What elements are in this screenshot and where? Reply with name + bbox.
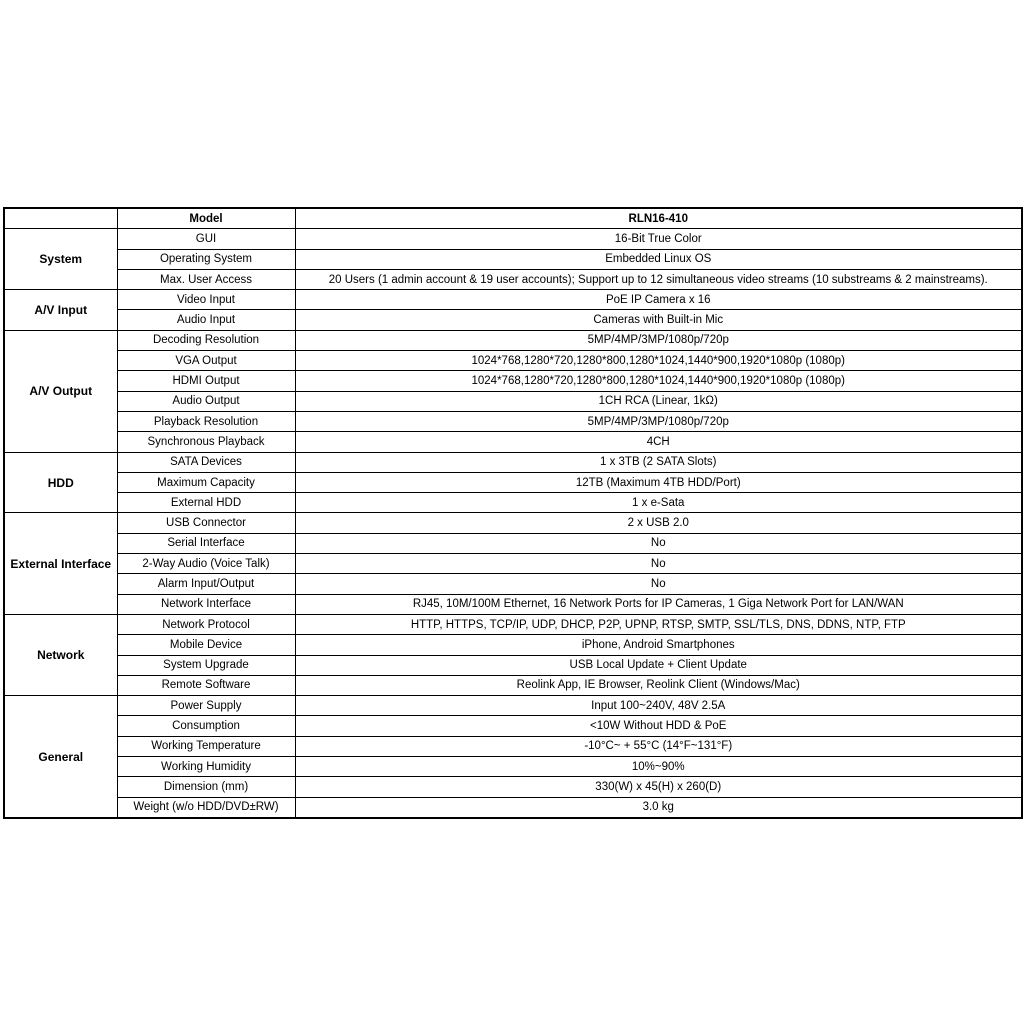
table-row xyxy=(4,371,1022,391)
group-name: General xyxy=(4,696,117,818)
table-row xyxy=(4,757,1022,777)
spec-label: USB Connector xyxy=(117,513,295,533)
spec-label: Working Humidity xyxy=(117,757,295,777)
table-row xyxy=(4,675,1022,695)
table-row xyxy=(4,432,1022,452)
spec-value: 2 x USB 2.0 xyxy=(295,513,1022,533)
spec-value: 4CH xyxy=(295,432,1022,452)
spec-label: Network Interface xyxy=(117,594,295,614)
spec-value: Cameras with Built-in Mic xyxy=(295,310,1022,330)
spec-label: Dimension (mm) xyxy=(117,777,295,797)
spec-value: Reolink App, IE Browser, Reolink Client (Windows/Mac) xyxy=(295,675,1022,695)
table-row xyxy=(4,533,1022,553)
table-row xyxy=(4,574,1022,594)
spec-label: 2-Way Audio (Voice Talk) xyxy=(117,554,295,574)
table-row xyxy=(4,554,1022,574)
table-row xyxy=(4,452,1022,472)
spec-value: No xyxy=(295,574,1022,594)
spec-label: Remote Software xyxy=(117,675,295,695)
spec-label: VGA Output xyxy=(117,351,295,371)
table-row xyxy=(4,310,1022,330)
group-name: Network xyxy=(4,614,117,695)
header-empty-cell xyxy=(4,208,117,229)
table-row xyxy=(4,351,1022,371)
spec-label: Synchronous Playback xyxy=(117,432,295,452)
table-row xyxy=(4,797,1022,818)
table-row xyxy=(4,330,1022,350)
group-name: System xyxy=(4,229,117,290)
spec-value: 5MP/4MP/3MP/1080p/720p xyxy=(295,411,1022,431)
model-value: RLN16-410 xyxy=(295,208,1022,229)
spec-label: Alarm Input/Output xyxy=(117,574,295,594)
group-name: External Interface xyxy=(4,513,117,614)
header-row xyxy=(4,208,1022,229)
table-row xyxy=(4,472,1022,492)
spec-value: 1CH RCA (Linear, 1kΩ) xyxy=(295,391,1022,411)
table-row xyxy=(4,594,1022,614)
table-row xyxy=(4,229,1022,249)
table-row xyxy=(4,411,1022,431)
spec-label: Mobile Device xyxy=(117,635,295,655)
spec-label: Video Input xyxy=(117,290,295,310)
spec-value: 330(W) x 45(H) x 260(D) xyxy=(295,777,1022,797)
spec-value: No xyxy=(295,533,1022,553)
spec-label: HDMI Output xyxy=(117,371,295,391)
table-row xyxy=(4,614,1022,634)
spec-value: 1 x e-Sata xyxy=(295,493,1022,513)
spec-value: 16-Bit True Color xyxy=(295,229,1022,249)
spec-value: HTTP, HTTPS, TCP/IP, UDP, DHCP, P2P, UPNP, RTSP, SMTP, SSL/TLS, DNS, DDNS, NTP, FTP xyxy=(295,614,1022,634)
spec-value: RJ45, 10M/100M Ethernet, 16 Network Ports for IP Cameras, 1 Giga Network Port for LAN/WAN xyxy=(295,594,1022,614)
spec-label: Weight (w/o HDD/DVD±RW) xyxy=(117,797,295,818)
spec-label: System Upgrade xyxy=(117,655,295,675)
spec-value: Embedded Linux OS xyxy=(295,249,1022,269)
model-label: Model xyxy=(117,208,295,229)
table-row xyxy=(4,696,1022,716)
spec-label: Working Temperature xyxy=(117,736,295,756)
spec-label: Consumption xyxy=(117,716,295,736)
spec-label: External HDD xyxy=(117,493,295,513)
spec-label: Power Supply xyxy=(117,696,295,716)
table-row xyxy=(4,736,1022,756)
spec-label: Maximum Capacity xyxy=(117,472,295,492)
spec-label: Network Protocol xyxy=(117,614,295,634)
table-row xyxy=(4,513,1022,533)
spec-table-body xyxy=(4,208,1022,818)
table-row xyxy=(4,269,1022,289)
spec-label: Audio Input xyxy=(117,310,295,330)
table-row xyxy=(4,635,1022,655)
spec-value: iPhone, Android Smartphones xyxy=(295,635,1022,655)
table-row xyxy=(4,777,1022,797)
spec-value: Input 100~240V, 48V 2.5A xyxy=(295,696,1022,716)
spec-value: <10W Without HDD & PoE xyxy=(295,716,1022,736)
table-row xyxy=(4,249,1022,269)
spec-label: Audio Output xyxy=(117,391,295,411)
spec-value: USB Local Update + Client Update xyxy=(295,655,1022,675)
spec-value: 5MP/4MP/3MP/1080p/720p xyxy=(295,330,1022,350)
group-name: HDD xyxy=(4,452,117,513)
spec-label: Serial Interface xyxy=(117,533,295,553)
table-row xyxy=(4,655,1022,675)
spec-label: Playback Resolution xyxy=(117,411,295,431)
spec-value: No xyxy=(295,554,1022,574)
spec-label: GUI xyxy=(117,229,295,249)
group-name: A/V Output xyxy=(4,330,117,452)
spec-value: 1 x 3TB (2 SATA Slots) xyxy=(295,452,1022,472)
table-row xyxy=(4,290,1022,310)
spec-value: 12TB (Maximum 4TB HDD/Port) xyxy=(295,472,1022,492)
spec-label: Operating System xyxy=(117,249,295,269)
spec-value: 1024*768,1280*720,1280*800,1280*1024,1440*900,1920*1080p (1080p) xyxy=(295,371,1022,391)
spec-value: 20 Users (1 admin account & 19 user accounts); Support up to 12 simultaneous video streams (10 substreams & 2 mainstreams). xyxy=(295,269,1022,289)
spec-label: Decoding Resolution xyxy=(117,330,295,350)
spec-label: Max. User Access xyxy=(117,269,295,289)
spec-value: PoE IP Camera x 16 xyxy=(295,290,1022,310)
table-row xyxy=(4,716,1022,736)
table-row xyxy=(4,391,1022,411)
spec-value: 3.0 kg xyxy=(295,797,1022,818)
spec-label: SATA Devices xyxy=(117,452,295,472)
group-name: A/V Input xyxy=(4,290,117,331)
spec-value: 1024*768,1280*720,1280*800,1280*1024,1440*900,1920*1080p (1080p) xyxy=(295,351,1022,371)
table-row xyxy=(4,493,1022,513)
spec-table xyxy=(3,207,1023,819)
spec-value: -10°C~ + 55°C (14°F~131°F) xyxy=(295,736,1022,756)
spec-value: 10%~90% xyxy=(295,757,1022,777)
